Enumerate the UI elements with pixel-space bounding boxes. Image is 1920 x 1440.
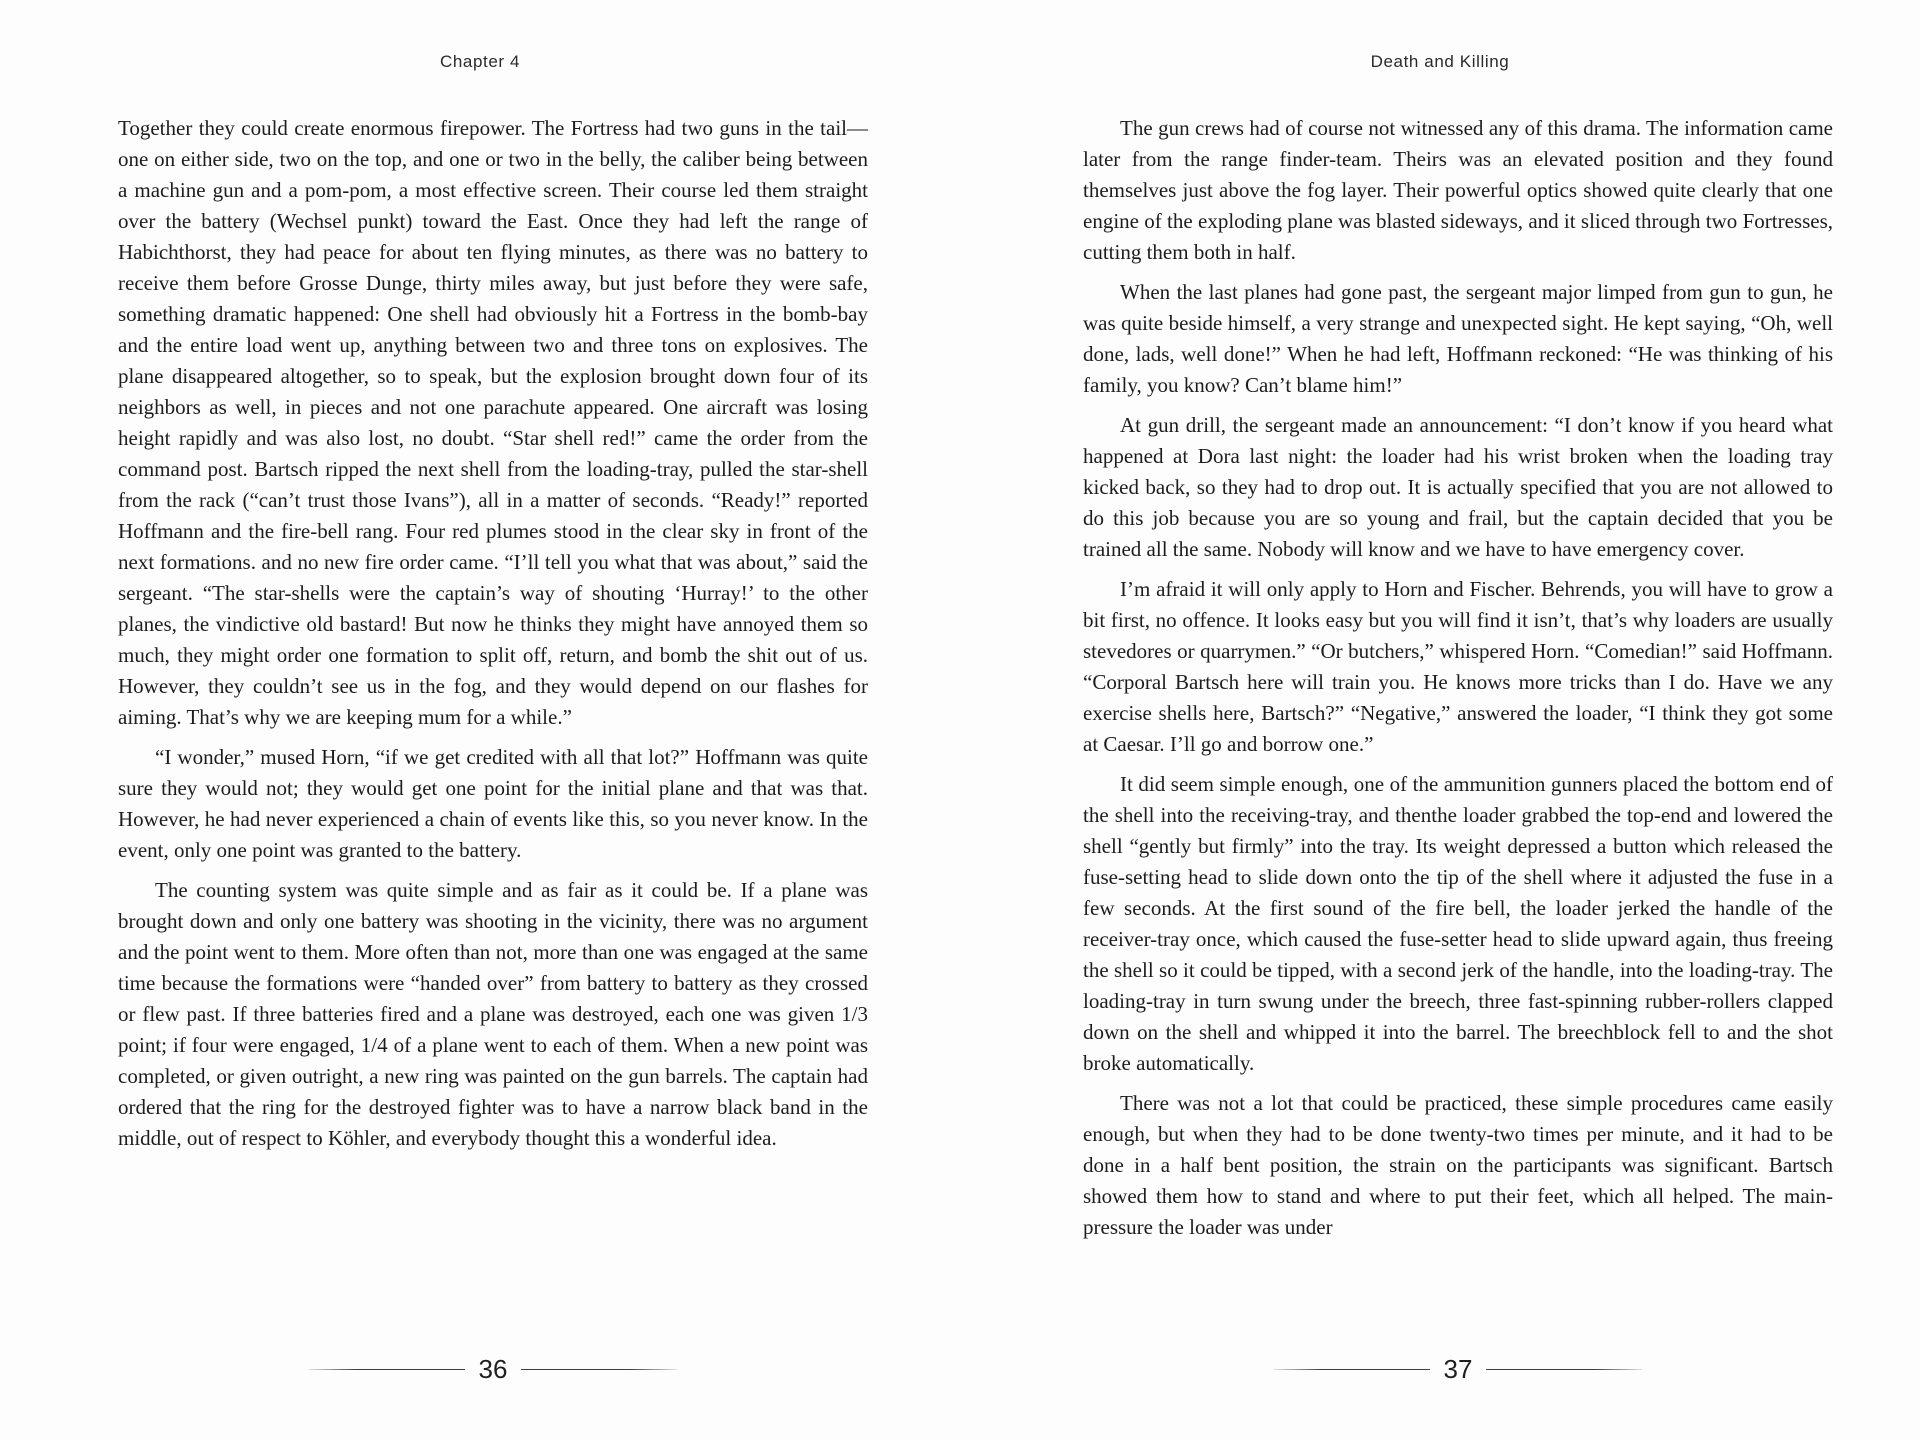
page-number-rule bbox=[1274, 1369, 1430, 1370]
body-text-right bbox=[1083, 113, 1833, 1243]
page-number: 36 bbox=[478, 1354, 508, 1384]
page-footer-right bbox=[1083, 1356, 1833, 1382]
page-footer-left bbox=[118, 1356, 868, 1382]
paragraph: Together they could create enormous firepower. The Fortress had two guns in the tail—one on either side, two on the top, and one or two in the belly, the caliber being between a machine gun and a pom-pom, a most effective screen. Their course led them straight over the battery (Wechsel punkt) toward the East. Once they had left the range of Habichthorst, they had peace for about ten flying minutes, as there was no battery to receive them before Grosse Dunge, thirty miles away, but just before they were safe, something dramatic happened: One shell had obviously hit a Fortress in the bomb-bay and the entire load went up, anything between two and three tons on explosives. The plane disappeared altogether, so to speak, but the explosion brought down four of its neighbors as well, in pieces and not one parachute appeared. One aircraft was losing height rapidly and was also lost, no doubt. “Star shell red!” came the order from the command post. Bartsch ripped the next shell from the loading-tray, pulled the star-shell from the rack (“can’t trust those Ivans”), all in a matter of seconds. “Ready!” reported Hoffmann and the fire-bell rang. Four red plumes stood in the clear sky in front of the next formations. and no new fire order came. “I’ll tell you what that was about,” said the sergeant. “The star-shells were the captain’s way of shouting ‘Hurray!’ to the other planes, the vindictive old bastard! But now he thinks they might have annoyed them so much, they might order one formation to split off, return, and bomb the shit out of us. However, they couldn’t see us in the fog, and they would depend on our flashes for aiming. That’s why we are keeping mum for a while.” bbox=[118, 116, 868, 729]
paragraph: When the last planes had gone past, the sergeant major limped from gun to gun, he was quite beside himself, a very strange and unexpected sight. He kept saying, “Oh, well done, lads, well done!” When he had left, Hoffmann reckoned: “He was thinking of his family, you know? Can’t blame him!” bbox=[1083, 280, 1833, 397]
paragraph: I’m afraid it will only apply to Horn and Fischer. Behrends, you will have to grow a bit first, no offence. It looks easy but you will find it isn’t, that’s why loaders are usually stevedores or quarrymen.” “Or butchers,” whispered Horn. “Comedian!” said Hoffmann. “Corporal Bartsch here will train you. He knows more tricks than I do. Have we any exercise shells here, Bartsch?” “Negative,” answered the loader, “I think they got some at Caesar. I’ll go and borrow one.” bbox=[1083, 577, 1833, 756]
page-right bbox=[960, 0, 1920, 1440]
running-header-chapter-title: Death and Killing bbox=[1370, 52, 1510, 71]
paragraph: It did seem simple enough, one of the ammunition gunners placed the bottom end of the shell into the receiving-tray, and thenthe loader grabbed the top-end and lowered the shell “gently but firmly” into the tray. Its weight depressed a button which released the fuse-setting head to slide down onto the tip of the shell where it adjusted the fuse in a few seconds. At the first sound of the fire bell, the loader jerked the handle of the receiver-tray once, which caused the fuse-setter head to slide upward again, thus freeing the shell so it could be tipped, with a second jerk of the handle, into the loading-tray. The loading-tray in turn swung under the breech, three fast-spinning rubber-rollers clapped down on the shell and whipped it into the barrel. The breechblock fell to and the shot broke automatically. bbox=[1083, 772, 1833, 1075]
paragraph: “I wonder,” mused Horn, “if we get credited with all that lot?” Hoffmann was quite sure they would not; they would get one point for the initial plane and that was that. However, he had never experienced a chain of events like this, so you never know. In the event, only one point was granted to the battery. bbox=[118, 745, 868, 862]
page-number-rule bbox=[1486, 1369, 1642, 1370]
paragraph: The gun crews had of course not witnessed any of this drama. The information came later from the range finder-team. Theirs was an elevated position and they found themselves just above the fog layer. Their powerful optics showed quite clearly that one engine of the exploding plane was blasted sideways, and it sliced through two Fortresses, cutting them both in half. bbox=[1083, 116, 1833, 264]
paragraph: There was not a lot that could be practiced, these simple procedures came easily enough, but when they had to be done twenty-two times per minute, and it had to be done in a half bent position, the strain on the participants was significant. Bartsch showed them how to stand and where to put their feet, which all helped. The main-pressure the loader was under bbox=[1083, 1091, 1833, 1239]
body-text-left bbox=[118, 113, 868, 1154]
running-header-chapter: Chapter 4 bbox=[439, 52, 521, 71]
page-number-rule bbox=[309, 1369, 465, 1370]
paragraph: The counting system was quite simple and as fair as it could be. If a plane was brought down and only one battery was shooting in the vicinity, there was no argument and the point went to them. More often than not, more than one was engaged at the same time because the formations were “handed over” from battery to battery as they crossed or flew past. If three batteries fired and a plane was destroyed, each one was given 1/3 point; if four were engaged, 1/4 of a plane went to each of them. When a new point was completed, or given outright, a new ring was painted on the gun barrels. The captain had ordered that the ring for the destroyed fighter was to have a narrow black band in the middle, out of respect to Köhler, and everybody thought this a wonderful idea. bbox=[118, 878, 868, 1150]
page-number: 37 bbox=[1443, 1354, 1473, 1384]
paragraph: At gun drill, the sergeant made an announcement: “I don’t know if you heard what happened at Dora last night: the loader had his wrist broken when the loading tray kicked back, so they had to drop out. It is actually specified that you are not allowed to do this job because you are so young and frail, but the captain decided that you be trained all the same. Nobody will know and we have to have emergency cover. bbox=[1083, 413, 1833, 561]
page-number-rule bbox=[521, 1369, 677, 1370]
